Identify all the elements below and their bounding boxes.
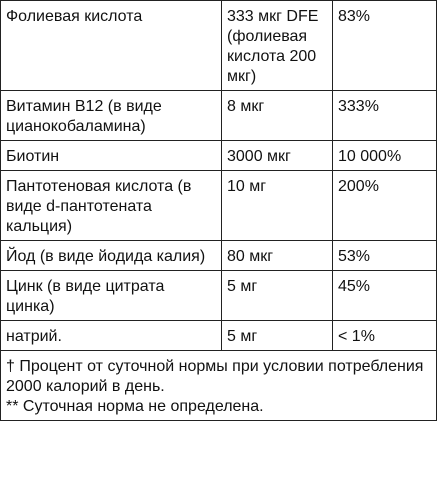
footnote-daily-value: † Процент от суточной нормы при условии потребления 2000 калорий в день. — [6, 358, 424, 395]
nutrient-name: Йод (в виде йодида калия) — [1, 241, 222, 271]
nutrient-name: Пантотеновая кислота (в виде d-пантотената кальция) — [1, 171, 222, 241]
daily-value-percent: 45% — [333, 271, 437, 321]
nutrient-amount: 5 мг — [222, 271, 333, 321]
nutrient-name: Витамин B12 (в виде цианокобаламина) — [1, 91, 222, 141]
daily-value-percent: 10 000% — [333, 141, 437, 171]
nutrient-amount: 10 мг — [222, 171, 333, 241]
nutrient-name: Цинк (в виде цитрата цинка) — [1, 271, 222, 321]
footnote-row — [1, 351, 437, 421]
nutrient-amount: 80 мкг — [222, 241, 333, 271]
table-row-vitamin-b12 — [1, 91, 437, 141]
daily-value-percent: 53% — [333, 241, 437, 271]
table-row-zinc — [1, 271, 437, 321]
footnote-cell — [1, 351, 437, 421]
daily-value-percent: 83% — [333, 1, 437, 91]
table-row-sodium — [1, 321, 437, 351]
table-row-iodine — [1, 241, 437, 271]
nutrient-name: Биотин — [1, 141, 222, 171]
nutrient-amount: 3000 мкг — [222, 141, 333, 171]
table-row-folic-acid — [1, 1, 437, 91]
table-row-biotin — [1, 141, 437, 171]
nutrient-name: Фолиевая кислота — [1, 1, 222, 91]
daily-value-percent: 200% — [333, 171, 437, 241]
nutrient-amount: 8 мкг — [222, 91, 333, 141]
table-row-pantothenic-acid — [1, 171, 437, 241]
daily-value-percent: 333% — [333, 91, 437, 141]
footnote-not-established: ** Суточная норма не определена. — [6, 398, 264, 415]
nutrient-name: натрий. — [1, 321, 222, 351]
daily-value-percent: < 1% — [333, 321, 437, 351]
nutrient-amount: 5 мг — [222, 321, 333, 351]
nutrient-amount: 333 мкг DFE (фолиевая кислота 200 мкг) — [222, 1, 333, 91]
